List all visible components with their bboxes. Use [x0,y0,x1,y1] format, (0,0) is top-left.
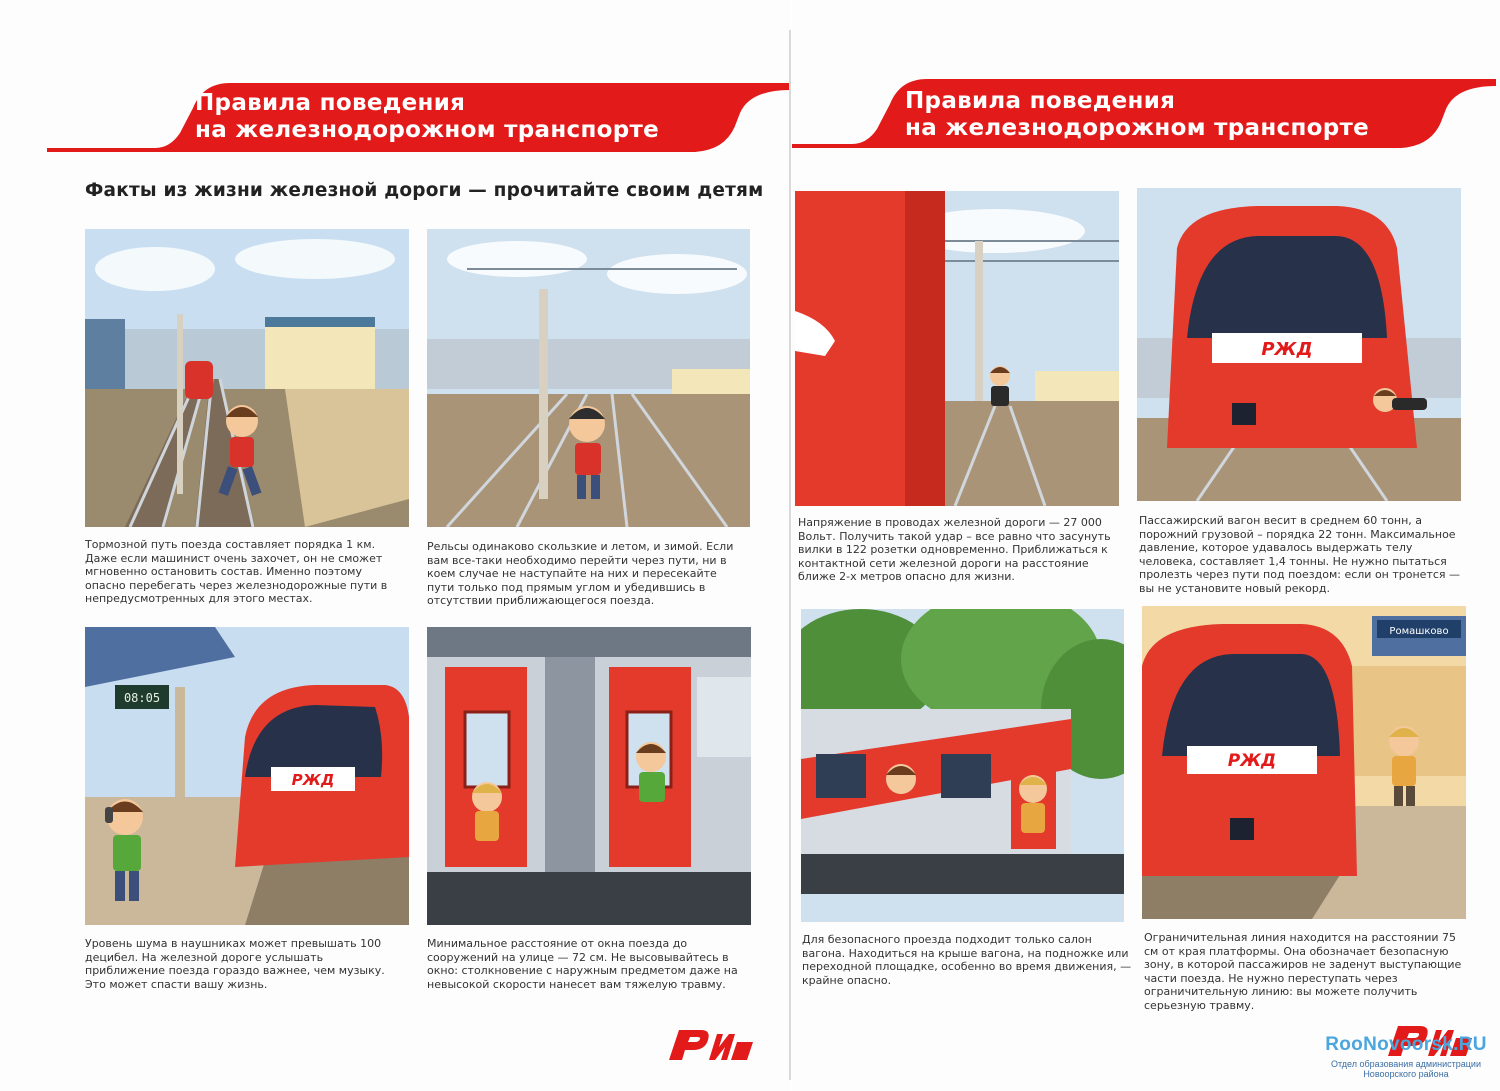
train-rzd-logo: РЖД [1227,751,1277,771]
page-fold [789,30,791,1080]
caption-panel-5: Напряжение в проводах железной дороги — 27 000 Вольт. Получить такой удар – все равно что засунуть вилки в 122 розетки одновременно. Приближаться к контактной сети железной дороги на расстояние ближе 2-х метров опасно для жизни. [798,516,1111,584]
banner-title-line2: на железнодорожном транспорте [195,117,660,143]
illustration-car-platform [801,609,1124,922]
illustration-overhead-wires [795,191,1119,506]
platform-clock-text: 08:05 [123,691,161,705]
illustration-headphones-platform [85,627,409,925]
illustration-platform-edge [1142,606,1466,919]
caption-panel-7: Для безопасного проезда подходит только салон вагона. Находиться на крыше вагона, на подножке или переходной площадке, особенно во время движения, — крайне опасно. [802,933,1132,987]
illustration-train-window [427,627,751,925]
train-rzd-logo: РЖД [1261,339,1313,360]
caption-panel-1: Тормозной путь поезда составляет порядка 1 км. Даже если машинист очень захочет, он не сможет мгновенно остановить состав. Именно поэтому опасно перебегать через железнодорожные пути в непредусмотренных для этого местах. [85,538,388,606]
site-watermark [1312,1034,1500,1079]
train-rzd-logo: РЖД [291,771,335,789]
station-sign-text: Ромашково [1389,626,1449,637]
right-page [792,0,1500,1091]
right-banner [792,74,1496,154]
left-banner [45,78,790,158]
banner-title-line1: Правила поведения [195,90,466,116]
illustration-under-train [1137,188,1461,501]
banner-title-line2: на железнодорожном транспорте [905,115,1370,141]
page-subheading: Факты из жизни железной дороги — прочитайте своим детям [85,180,764,201]
caption-panel-4: Минимальное расстояние от окна поезда до сооружений на улице — 72 см. Не высовывайтесь в окно: столкновение с наружным предметом даже на невысокой скорости нанесет вам тяжелую травму. [427,937,738,991]
caption-panel-6: Пассажирский вагон весит в среднем 60 тонн, а порожний грузовой – порядка 22 тонн. Максимальное давление, которое удавалось выдержать телу человека, составляет 1,4 тонны. Не нужно пытаться пролезть через пути под поездом: если он тронется — вы не установите новый рекорд. [1139,514,1461,595]
banner-title-line1: Правила поведения [905,88,1176,114]
rzd-logo [665,1022,755,1064]
caption-panel-2: Рельсы одинаково скользкие и летом, и зимой. Если вам все-таки необходимо перейти через пути, ни в коем случае не наступайте на них и пересекайте пути только под прямым углом и убедившись в отсутствии приближающегося поезда. [427,540,734,608]
watermark-site[interactable]: RooNovoorsk.RU [1325,1034,1487,1055]
watermark-org-line1: Отдел образования администрации [1330,1059,1481,1069]
illustration-running-across-tracks [85,229,409,527]
caption-panel-8: Ограничительная линия находится на расстоянии 75 см от края платформы. Она обозначает безопасную зону, в которой пассажиров не заденут выступающие части поезда. Не нужно переступать через ограничительную линию: вы можете получить серьезную травму. [1144,931,1462,1012]
caption-panel-3: Уровень шума в наушниках может превышать 100 децибел. На железной дороге услышать приближение поезда гораздо важнее, чем музыку. Это может спасти вашу жизнь. [85,937,385,991]
illustration-slippery-rails [427,229,750,527]
watermark-org-line2: Новоорского района [1363,1069,1449,1079]
